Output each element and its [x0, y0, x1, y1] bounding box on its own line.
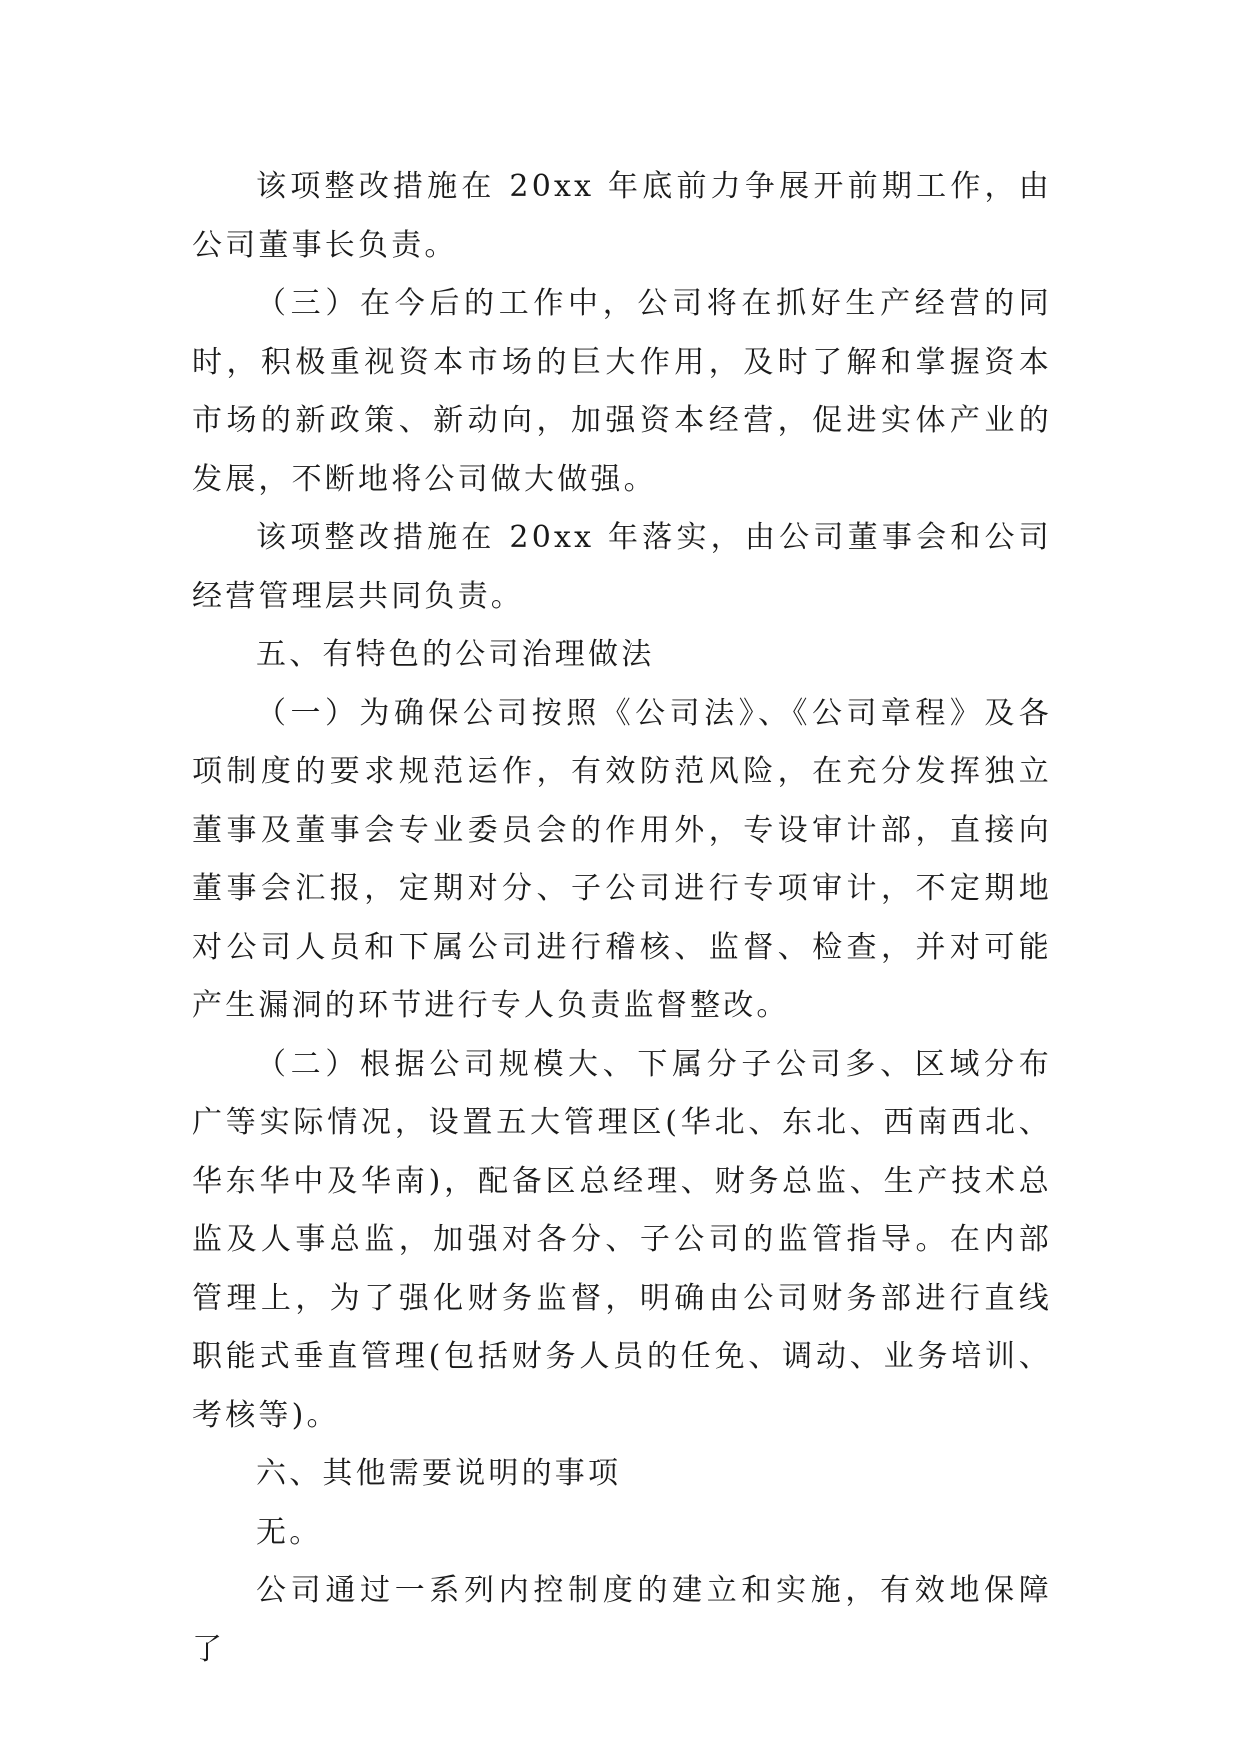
section-heading-six: 六、其他需要说明的事项: [256, 1456, 622, 1491]
paragraph-rectification-1: 该项整改措施在 20xx 年底前力争展开前期工作，由公司董事长负责。: [192, 169, 1052, 263]
section-heading-five: 五、有特色的公司治理做法: [256, 637, 655, 672]
paragraph-item-three: （三）在今后的工作中，公司将在抓好生产经营的同时，积极重视资本市场的巨大作用，及时了解和掌握资本市场的新政策、新动向，加强资本经营，促进实体产业的发展，不断地将公司做大做强。: [192, 286, 1052, 497]
paragraph-closing: 公司通过一系列内控制度的建立和实施，有效地保障了: [192, 1573, 1052, 1667]
paragraph-item-one: （一）为确保公司按照《公司法》、《公司章程》及各项制度的要求规范运作，有效防范风险，在充分发挥独立董事及董事会专业委员会的作用外，专设审计部，直接向董事会汇报，定期对分、子公司进行专项审计，不定期地对公司人员和下属公司进行稽核、监督、检查，并对可能产生漏洞的环节进行专人负责监督整改。: [192, 695, 1052, 1023]
document-body: [192, 158, 1052, 1679]
paragraph-rectification-2: 该项整改措施在 20xx 年落实，由公司董事会和公司经营管理层共同负责。: [192, 520, 1052, 614]
paragraph-none: 无。: [256, 1514, 323, 1550]
paragraph-item-two: （二）根据公司规模大、下属分子公司多、区域分布广等实际情况，设置五大管理区(华北、东北、西南西北、华东华中及华南)，配备区总经理、财务总监、生产技术总监及人事总监，加强对各分、子公司的监管指导。在内部管理上，为了强化财务监督，明确由公司财务部进行直线职能式垂直管理(包括财务人员的任免、调动、业务培训、考核等)。: [192, 1046, 1052, 1433]
